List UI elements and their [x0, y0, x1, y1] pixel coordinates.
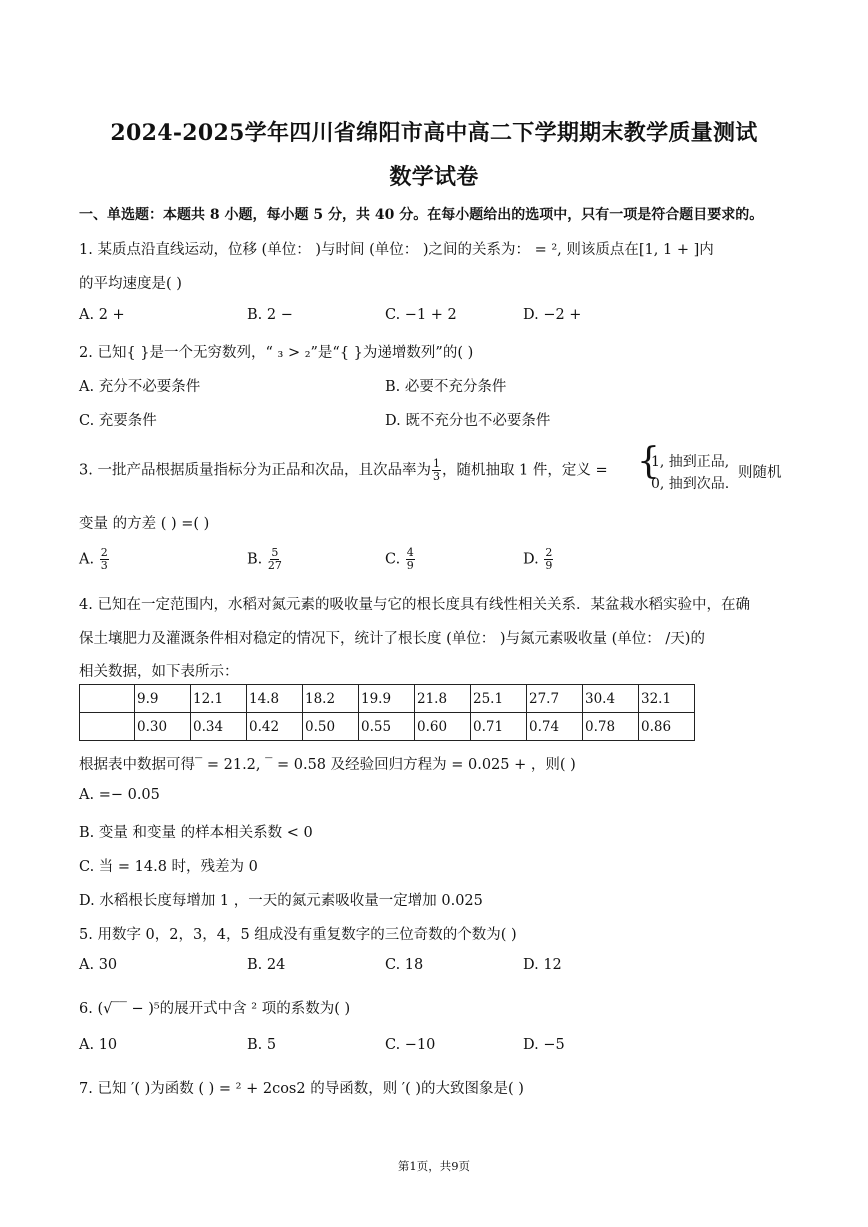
q3-b-fraction	[268, 547, 282, 572]
q6-option-a: A. 10	[79, 1037, 118, 1053]
page-subtitle: 数学试卷	[389, 164, 479, 190]
table-cell: 0.60	[415, 713, 471, 741]
section-heading: 一、单选题：本题共 8 小题，每小题 5 分，共 40 分。在每小题给出的选项中，只有一项是符合题目要求的。	[79, 207, 764, 223]
q2-option-b: B. 必要不充分条件	[385, 379, 507, 395]
q3-c-den: 9	[406, 559, 414, 572]
q3-option-d	[523, 547, 554, 572]
table-cell: 19.9	[359, 685, 415, 713]
q3-d-num: 2	[545, 546, 553, 559]
question-4-text: 4. 已知在一定范围内，水稻对氮元素的吸收量与它的根长度具有线性相关关系．某盆栽水稻实验中，在确	[79, 597, 750, 613]
q4-option-a: A. =− 0.05	[79, 787, 160, 803]
table-cell: 0.71	[471, 713, 527, 741]
table-cell: 0.50	[303, 713, 359, 741]
q3-text-mid: ，随机抽取 1 件，定义 =	[441, 462, 608, 479]
q3-b-num: 5	[271, 546, 279, 559]
q3-c-num: 4	[406, 546, 414, 559]
table-cell: 21.8	[415, 685, 471, 713]
q3-d-label: D.	[523, 551, 539, 568]
table-row	[80, 685, 695, 713]
q3-d-den: 9	[545, 559, 553, 572]
q3-d-fraction	[544, 547, 553, 572]
data-table	[79, 684, 695, 741]
q6-option-b: B. 5	[247, 1037, 277, 1053]
table-cell: 27.7	[527, 685, 583, 713]
question-4-equation: 根据表中数据可得‾ = 21.2, ‾ = 0.58 及经验回归方程为 = 0.025 + ，则( )	[79, 757, 576, 773]
table-cell: 32.1	[639, 685, 695, 713]
question-4-text-cont: 保土壤肥力及灌溉条件相对稳定的情况下，统计了根长度 (单位： )与氮元素吸收量 (单位： /天)的	[79, 631, 705, 647]
q1-option-b: B. 2 −	[247, 307, 293, 323]
q3-case-2: 0, 抽到次品.	[651, 476, 730, 492]
table-cell: 0.86	[639, 713, 695, 741]
question-4-text-cont2: 相关数据，如下表所示：	[79, 664, 239, 680]
table-cell: 30.4	[583, 685, 639, 713]
q5-option-a: A. 30	[79, 957, 118, 973]
table-cell: 0.55	[359, 713, 415, 741]
q3-option-b	[247, 547, 283, 572]
q3-frac-den: 3	[432, 470, 440, 483]
q2-option-d: D. 既不充分也不必要条件	[385, 413, 551, 429]
table-row	[80, 713, 695, 741]
question-3-text-cont: 变量 的方差 ( ) =( )	[79, 516, 210, 532]
question-5-text: 5. 用数字 0，2，3，4，5 组成没有重复数字的三位奇数的个数为( )	[79, 927, 517, 943]
table-cell: 0.34	[191, 713, 247, 741]
q5-option-d: D. 12	[523, 957, 562, 973]
table-cell: 0.42	[247, 713, 303, 741]
table-cell: 9.9	[135, 685, 191, 713]
q6-option-c: C. −10	[385, 1037, 436, 1053]
q3-b-label: B.	[247, 551, 263, 568]
table-cell	[80, 685, 135, 713]
q1-option-c: C. −1 + 2	[385, 307, 457, 323]
q3-a-den: 3	[100, 559, 108, 572]
q4-option-c: C. 当 = 14.8 时，残差为 0	[79, 859, 258, 875]
question-6-text: 6. (√‾‾ − )⁵的展开式中含 ² 项的系数为( )	[79, 1001, 351, 1017]
table-cell: 14.8	[247, 685, 303, 713]
table-cell	[80, 713, 135, 741]
page-footer: 第1页，共9页	[397, 1159, 471, 1173]
q3-case-1: 1, 抽到正品,	[651, 454, 730, 470]
question-1-text-cont: 的平均速度是( )	[79, 276, 182, 292]
q2-option-a: A. 充分不必要条件	[79, 379, 201, 395]
q5-option-c: C. 18	[385, 957, 424, 973]
table-cell: 18.2	[303, 685, 359, 713]
q4-option-b: B. 变量 和变量 的样本相关系数 < 0	[79, 825, 313, 841]
q3-c-fraction	[406, 547, 415, 572]
q1-option-d: D. −2 +	[523, 307, 582, 323]
q3-a-fraction	[100, 547, 109, 572]
question-7-text: 7. 已知 ′( )为函数 ( ) = ² + 2cos2 的导函数，则 ′( )的大致图象是( )	[79, 1081, 524, 1097]
q3-c-label: C.	[385, 551, 401, 568]
table-cell: 0.30	[135, 713, 191, 741]
q3-a-label: A.	[79, 551, 95, 568]
q6-option-d: D. −5	[523, 1037, 565, 1053]
q2-option-c: C. 充要条件	[79, 413, 157, 429]
table-cell: 25.1	[471, 685, 527, 713]
q3-option-a	[79, 547, 110, 572]
q5-option-b: B. 24	[247, 957, 286, 973]
q1-option-a: A. 2 +	[79, 307, 125, 323]
q3-text-pre: 3. 一批产品根据质量指标分为正品和次品，且次品率为	[79, 462, 431, 479]
q4-option-d: D. 水稻根长度每增加 1 ，一天的氮元素吸收量一定增加 0.025	[79, 893, 483, 909]
page-title: 2024-2025学年四川省绵阳市高中高二下学期期末教学质量测试	[110, 120, 758, 146]
q3-b-den: 27	[267, 559, 282, 572]
q3-fraction	[432, 458, 441, 483]
table-cell: 12.1	[191, 685, 247, 713]
question-3-text	[79, 458, 608, 483]
q3-text-post: 则随机	[738, 465, 782, 481]
q3-frac-num: 1	[432, 457, 440, 470]
q3-a-num: 2	[100, 546, 108, 559]
table-cell: 0.74	[527, 713, 583, 741]
question-1-text: 1. 某质点沿直线运动，位移 (单位： )与时间 (单位： )之间的关系为： = ², 则该质点在[1, 1 + ]内	[79, 242, 714, 258]
table-cell: 0.78	[583, 713, 639, 741]
brace-symbol: {	[637, 441, 660, 482]
q3-piecewise	[637, 441, 747, 492]
question-2-text: 2. 已知{ }是一个无穷数列，“ ₃ > ₂”是“{ }为递增数列”的( )	[79, 345, 474, 361]
q3-option-c	[385, 547, 416, 572]
